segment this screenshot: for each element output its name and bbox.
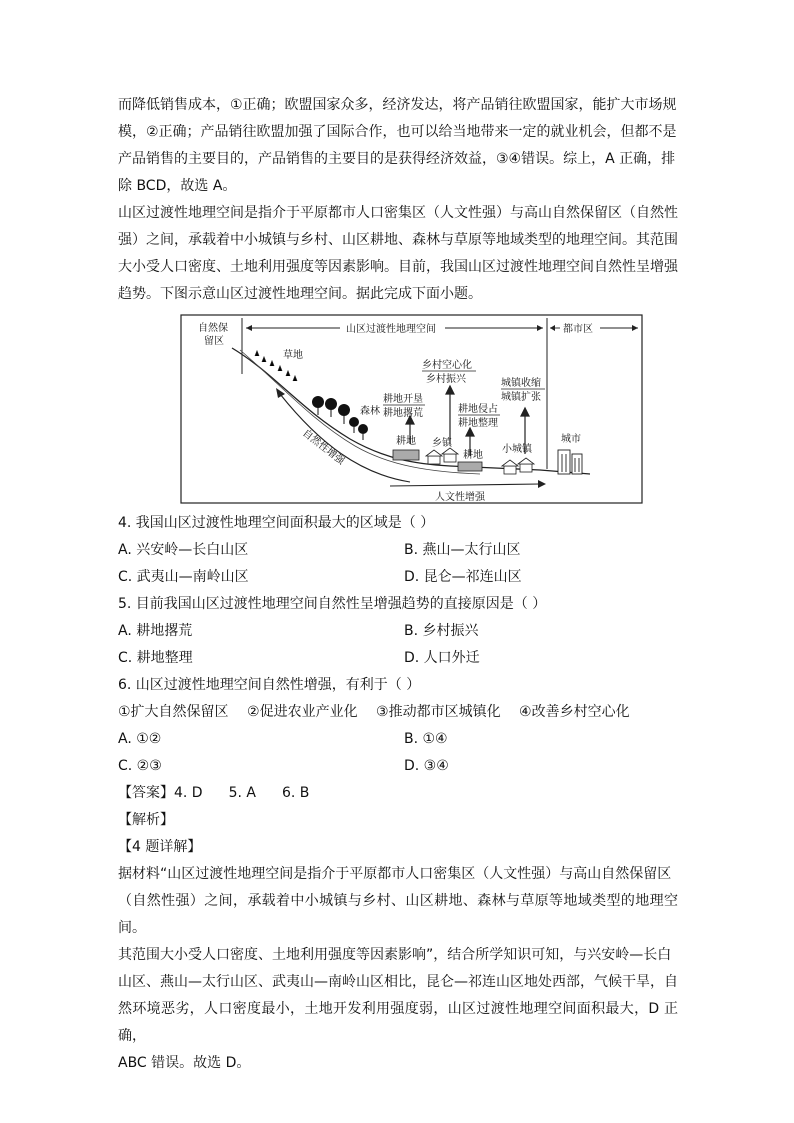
text-line: 产品销售的主要目的，产品销售的主要目的是获得经济效益，③④错误。综上，A 正确，排 xyxy=(118,151,676,167)
question-stem: 5. 目前我国山区过渡性地理空间自然性呈增强趋势的直接原因是（ ） xyxy=(118,596,547,612)
answer-6: 6. B xyxy=(281,785,310,801)
text-line: 然环境恶劣，人口密度最小，土地开发利用强度弱，山区过渡性地理空间面积最大，D 正确， xyxy=(118,1001,678,1044)
statement-1: ①扩大自然保留区 xyxy=(118,704,229,720)
village-label-1: 乡村空心化 xyxy=(422,360,472,371)
option-d: D. 昆仑—祁连山区 xyxy=(404,569,522,585)
small-town-label: 小城镇 xyxy=(502,444,532,455)
question-6 xyxy=(118,672,678,780)
option-d: D. ③④ xyxy=(404,758,449,774)
text-line: 大小受人口密度、土地利用强度等因素影响。目前，我国山区过渡性地理空间自然性呈增强 xyxy=(118,259,678,275)
city-buildings xyxy=(558,450,582,474)
zone-mid-label: 山区过渡性地理空间 xyxy=(346,324,436,335)
farmland-patch-2 xyxy=(458,462,482,471)
detail-paragraph xyxy=(118,861,678,1077)
reclaim-label-1: 耕地开垦 xyxy=(383,394,423,405)
text-line: 模，②正确；产品销往欧盟加强了国际合作，也可以给当地带来一定的就业机会，但都不是 xyxy=(118,124,677,140)
diagram-svg xyxy=(180,314,643,504)
zone-nature-label-2: 留区 xyxy=(204,336,224,347)
exam-page xyxy=(118,92,678,1077)
farmland-label-1: 耕地 xyxy=(396,436,416,447)
city-label: 城市 xyxy=(561,434,581,445)
statement-3: ③推动都市区城镇化 xyxy=(376,704,501,720)
reclaim-label-2: 耕地撂荒 xyxy=(383,408,423,419)
farmland-patch-1 xyxy=(393,450,419,460)
question-stem: 4. 我国山区过渡性地理空间面积最大的区域是（ ） xyxy=(118,515,435,531)
text-line: ABC 错误。故选 D。 xyxy=(118,1055,251,1071)
answer-4: 4. D xyxy=(174,785,203,801)
detail-label: 【4 题详解】 xyxy=(118,839,202,855)
statement-row xyxy=(118,699,678,726)
farmland-label-2: 耕地 xyxy=(463,450,483,461)
human-arrow-label: 人文性增强 xyxy=(435,492,485,503)
question-4 xyxy=(118,510,678,591)
text-line: （自然性强）之间，承载着中小城镇与乡村、山区耕地、森林与草原等地域类型的地理空间。 xyxy=(118,893,678,936)
answer-label: 【答案】 xyxy=(118,785,174,801)
text-line: 趋势。下图示意山区过渡性地理空间。据此完成下面小题。 xyxy=(118,286,482,302)
occupy-label-1: 耕地侵占 xyxy=(458,404,498,415)
statement-2: ②促进农业产业化 xyxy=(247,704,358,720)
occupy-label-2: 耕地整理 xyxy=(458,418,498,429)
option-row xyxy=(118,618,678,645)
option-b: B. 燕山—太行山区 xyxy=(404,542,521,558)
option-c: C. 耕地整理 xyxy=(118,650,193,666)
zone-nature-label-1: 自然保 xyxy=(198,323,228,334)
grassland-label: 草地 xyxy=(283,350,303,361)
urban-label-2: 城镇扩张 xyxy=(501,392,541,403)
forest-label: 森林 xyxy=(360,406,380,417)
answer-line xyxy=(118,780,678,807)
town-label: 乡镇 xyxy=(432,438,452,449)
option-a: A. 兴安岭—长白山区 xyxy=(118,542,249,558)
option-row xyxy=(118,726,678,753)
question-stem: 6. 山区过渡性地理空间自然性增强，有利于（ ） xyxy=(118,677,421,693)
text-line: 山区过渡性地理空间是指介于平原都市人口密集区（人文性强）与高山自然保留区（自然性 xyxy=(118,205,678,221)
text-line: 强）之间，承载着中小城镇与乡村、山区耕地、森林与草原等地域类型的地理空间。其范围 xyxy=(118,232,678,248)
mountain-transition-diagram xyxy=(180,314,643,504)
answer-5: 5. A xyxy=(228,785,256,801)
statement-4: ④改善乡村空心化 xyxy=(519,704,630,720)
option-a: A. ①② xyxy=(118,731,162,747)
urban-label-1: 城镇收缩 xyxy=(501,378,541,389)
option-row xyxy=(118,537,678,564)
option-b: B. ①④ xyxy=(404,731,448,747)
option-row xyxy=(118,753,678,780)
zone-urban-label: 都市区 xyxy=(563,324,593,335)
option-d: D. 人口外迁 xyxy=(404,650,480,666)
text-line: 其范围大小受人口密度、土地利用强度等因素影响”，结合所学知识可知，与兴安岭—长白 xyxy=(118,947,672,963)
option-row xyxy=(118,645,678,672)
text-line: 而降低销售成本，①正确；欧盟国家众多，经济发达，将产品销往欧盟国家，能扩大市场规 xyxy=(118,97,677,113)
text-line: 据材料“山区过渡性地理空间是指介于平原都市人口密集区（人文性强）与高山自然保留区 xyxy=(118,866,672,882)
option-a: A. 耕地撂荒 xyxy=(118,623,193,639)
option-b: B. 乡村振兴 xyxy=(404,623,479,639)
option-c: C. 武夷山—南岭山区 xyxy=(118,569,249,585)
option-c: C. ②③ xyxy=(118,758,162,774)
village-label-2: 乡村振兴 xyxy=(426,374,466,385)
question-5 xyxy=(118,591,678,672)
analysis-label: 【解析】 xyxy=(118,812,174,828)
text-line: 除 BCD，故选 A。 xyxy=(118,178,237,194)
nature-arrow-label: 自然性增强 xyxy=(300,427,347,468)
text-line: 山区、燕山—太行山区、武夷山—南岭山区相比，昆仑—祁连山区地处西部，气候干旱，自 xyxy=(118,974,678,990)
intro-paragraph xyxy=(118,92,678,200)
material-paragraph xyxy=(118,200,678,308)
option-row xyxy=(118,564,678,591)
